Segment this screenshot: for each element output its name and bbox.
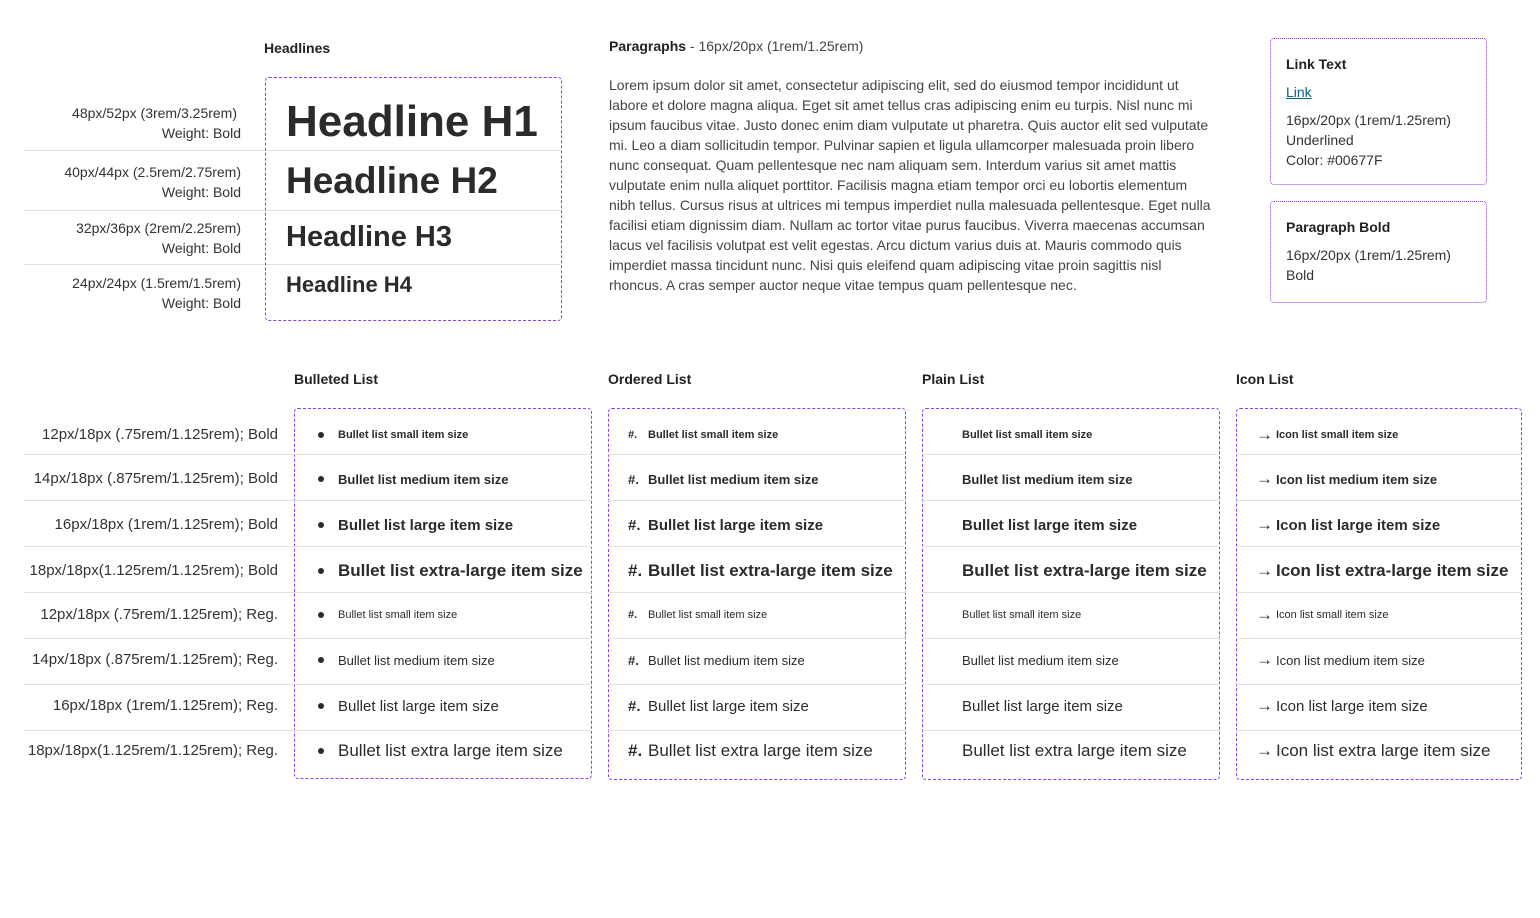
row-divider (922, 592, 1220, 593)
list-item-label: Bullet list extra large item size (962, 741, 1187, 760)
plain-list-item (962, 695, 1123, 717)
row-divider (1236, 592, 1522, 593)
icon-list-item (1256, 560, 1508, 582)
list-item-label: Bullet list large item size (648, 516, 824, 534)
row-divider (24, 684, 294, 685)
paragraphs-spec: - 16px/20px (1rem/1.25rem) (686, 38, 864, 54)
list-item-label: Bullet list large item size (962, 516, 1138, 534)
arrow-right-icon: → (1256, 469, 1273, 488)
row-divider (294, 500, 592, 501)
h1-spec-size: 48px/52px (3rem/3.25rem) (72, 105, 237, 121)
list-item-label: Bullet list small item size (962, 609, 1082, 621)
row-divider (24, 454, 294, 455)
bullet-icon (318, 568, 324, 574)
h1-spec-weight: Weight: Bold (161, 125, 241, 141)
row-divider (1236, 454, 1522, 455)
icon-list-item (1256, 604, 1388, 626)
paragraphs-title: Paragraphs (609, 38, 687, 54)
row-divider (294, 454, 592, 455)
row-divider (608, 592, 906, 593)
paragraph-sample: Lorem ipsum dolor sit amet, consectetur adipiscing elit, sed do eiusmod tempor incididunt ut labore et dolore magna aliqua. Eget sit amet tellus cras adipiscing enim eu turpis. Nisl nunc mi ipsum faucibus vitae. Justo donec enim diam vulputate ut pharetra. Quis auctor elit sed vulputate mi. Leo a diam sollicitudin tempor. Pulvinar sapien et ligula ullamcorper malesuada proin libero nunc consequat. Quam pellentesque nec nam aliquam sem. Interdum varius sit amet mattis vulputate enim nulla aliquet porttitor. Facilisis magna etiam tempor orci eu lobortis elementum nibh tellus. Cursus risus at ultrices mi tempus imperdiet nulla malesuada pellentesque. Eget nulla facilisi etiam dignissim diam. Nullam ac tortor vitae purus faucibus. Viverra maecenas accumsan lacus vel facilisis volutpat est velit egestas. Arcu dictum varius duis at. Mauris commodo quis imperdiet massa tincidunt nunc. Nisi quis eleifend quam adipiscing vitae proin sagittis nisl rhoncus. A cras semper auctor neque vitae tempus quam pellentesque nec. (609, 77, 1211, 293)
arrow-right-icon: → (1256, 650, 1273, 669)
paragraph-bold-spec: 16px/20px (1rem/1.25rem) (1286, 247, 1451, 263)
list-item-label: Bullet list small item size (338, 609, 458, 621)
row-divider (608, 730, 906, 731)
list-item-label: Bullet list extra large item size (648, 741, 873, 760)
row-divider (1236, 500, 1522, 501)
icon-list-item (1256, 740, 1490, 762)
arrow-right-icon: → (1256, 696, 1273, 715)
headline-h3: Headline H3 (286, 221, 452, 253)
list-item-label: Bullet list small item size (648, 609, 768, 621)
ordered-marker: #. (628, 741, 643, 760)
bulleted-list-item (318, 424, 468, 446)
ordered-marker: #. (628, 561, 643, 580)
list-item-label: Bullet list large item size (648, 697, 809, 715)
plain-list-item (962, 740, 1187, 762)
bulleted-list-item (318, 560, 583, 582)
list-size-spec: 16px/18px (1rem/1.125rem); Reg. (52, 697, 278, 714)
row-divider (24, 638, 294, 639)
paragraph-bold-weight: Bold (1286, 267, 1315, 283)
list-item-label: Icon list large item size (1276, 516, 1441, 534)
ordered-marker: #. (628, 516, 641, 534)
plain-list-item (962, 514, 1137, 536)
ordered-marker: #. (628, 429, 638, 441)
h2-spec-weight: Weight: Bold (161, 184, 241, 200)
arrow-right-icon: → (1256, 605, 1273, 624)
list-size-spec: 14px/18px (.875rem/1.125rem); Reg. (32, 651, 278, 668)
list-item-label: Bullet list small item size (648, 429, 779, 441)
row-divider (922, 500, 1220, 501)
icon-list-title: Icon List (1236, 371, 1294, 387)
list-item-label: Bullet list large item size (962, 697, 1123, 715)
h2-spec (24, 162, 241, 202)
list-item-label: Bullet list medium item size (962, 652, 1119, 668)
arrow-right-icon: → (1256, 515, 1273, 534)
paragraphs-heading (609, 38, 863, 54)
row-divider (608, 684, 906, 685)
row-divider (24, 592, 294, 593)
ordered-list-box (608, 408, 906, 780)
list-item-label: Bullet list medium item size (962, 471, 1133, 487)
list-size-spec: 18px/18px(1.125rem/1.125rem); Bold (29, 562, 278, 579)
arrow-right-icon: → (1256, 561, 1273, 580)
plain-list-box (922, 408, 1220, 780)
h1-spec (24, 103, 241, 143)
headline-h1: Headline H1 (286, 97, 538, 146)
row-divider (608, 638, 906, 639)
bullet-icon (318, 432, 324, 438)
ordered-list-title: Ordered List (608, 371, 692, 387)
row-divider (294, 684, 592, 685)
bulleted-list-box (294, 408, 592, 779)
row-divider (24, 730, 294, 731)
h4-spec (24, 273, 241, 313)
bulleted-list-item (318, 604, 457, 626)
bullet-icon (318, 522, 324, 528)
list-item-label: Bullet list medium item size (648, 652, 805, 668)
list-item-label: Bullet list small item size (338, 429, 469, 441)
bullet-icon (318, 612, 324, 618)
row-divider (1236, 730, 1522, 731)
list-item-label: Bullet list medium item size (338, 652, 495, 668)
list-item-label: Icon list medium item size (1276, 652, 1425, 668)
plain-list-title: Plain List (922, 371, 985, 387)
list-item-label: Icon list large item size (1276, 697, 1428, 715)
plain-list-item (962, 468, 1133, 490)
list-item-label: Bullet list large item size (338, 516, 514, 534)
list-size-spec: 12px/18px (.75rem/1.125rem); Bold (42, 426, 278, 443)
row-divider (922, 730, 1220, 731)
list-item-label: Bullet list medium item size (338, 471, 509, 487)
row-divider (294, 592, 592, 593)
row-divider (608, 454, 906, 455)
list-item-label: Icon list medium item size (1276, 471, 1438, 487)
bulleted-list-title: Bulleted List (294, 371, 379, 387)
link-text-color: Color: #00677F (1286, 152, 1383, 168)
list-size-spec: 18px/18px(1.125rem/1.125rem); Reg. (27, 742, 278, 759)
ordered-list-item (628, 514, 823, 536)
ordered-list-item (628, 560, 893, 582)
row-divider (922, 454, 1220, 455)
row-divider (922, 638, 1220, 639)
ordered-list-item (628, 649, 805, 671)
plain-list-item (962, 424, 1092, 446)
icon-list-item (1256, 649, 1425, 671)
row-divider (608, 546, 906, 547)
h2-spec-size: 40px/44px (2.5rem/2.75rem) (64, 164, 241, 180)
list-size-spec: 14px/18px (.875rem/1.125rem); Bold (33, 470, 278, 487)
bullet-icon (318, 657, 324, 663)
arrow-right-icon: → (1256, 425, 1273, 444)
ordered-marker: #. (628, 652, 639, 668)
row-divider (1236, 684, 1522, 685)
row-divider (294, 546, 592, 547)
row-divider (294, 638, 592, 639)
list-item-label: Icon list small item size (1276, 429, 1399, 441)
arrow-right-icon: → (1256, 741, 1273, 760)
bullet-icon (318, 748, 324, 754)
list-item-label: Icon list extra large item size (1276, 741, 1491, 760)
bulleted-list-item (318, 740, 563, 762)
plain-list-item (962, 560, 1207, 582)
h3-spec-size: 32px/36px (2rem/2.25rem) (76, 220, 241, 236)
list-size-spec: 16px/18px (1rem/1.125rem); Bold (54, 516, 278, 533)
icon-list-item (1256, 468, 1437, 490)
list-item-label: Icon list extra-large item size (1276, 561, 1509, 580)
list-item-label: Bullet list extra-large item size (338, 561, 583, 580)
ordered-list-item (628, 695, 809, 717)
headline-h4: Headline H4 (286, 272, 412, 297)
bulleted-list-item (318, 468, 509, 490)
row-divider (1236, 638, 1522, 639)
icon-list-item (1256, 424, 1398, 446)
link-text-card (1270, 38, 1487, 185)
h4-spec-weight: Weight: Bold (161, 295, 241, 311)
bullet-icon (318, 476, 324, 482)
link-text-decoration: Underlined (1286, 132, 1354, 148)
ordered-marker: #. (628, 471, 639, 487)
ordered-list-item (628, 604, 767, 626)
bulleted-list-item (318, 514, 513, 536)
plain-list-item (962, 604, 1081, 626)
link-text-spec: 16px/20px (1rem/1.25rem) (1286, 112, 1451, 128)
plain-list-item (962, 649, 1119, 671)
paragraph-bold-title: Paragraph Bold (1286, 219, 1391, 235)
row-divider (608, 500, 906, 501)
row-divider (922, 546, 1220, 547)
list-size-spec: 12px/18px (.75rem/1.125rem); Reg. (40, 606, 278, 623)
row-divider (1236, 546, 1522, 547)
icon-list-item (1256, 695, 1428, 717)
list-item-label: Bullet list small item size (962, 429, 1093, 441)
headlines-title: Headlines (264, 40, 331, 56)
row-divider (24, 500, 294, 501)
sample-link[interactable]: Link (1286, 84, 1312, 100)
headline-h2: Headline H2 (286, 160, 498, 201)
list-item-label: Icon list small item size (1276, 609, 1389, 621)
ordered-marker: #. (628, 697, 641, 715)
h3-spec-weight: Weight: Bold (161, 240, 241, 256)
list-item-label: Bullet list large item size (338, 697, 499, 715)
icon-list-box (1236, 408, 1522, 780)
bulleted-list-item (318, 649, 495, 671)
ordered-list-item (628, 740, 873, 762)
list-item-label: Bullet list medium item size (648, 471, 819, 487)
row-divider (294, 730, 592, 731)
bulleted-list-item (318, 695, 499, 717)
list-item-label: Bullet list extra-large item size (648, 561, 893, 580)
list-item-label: Bullet list extra large item size (338, 741, 563, 760)
h3-spec (24, 218, 241, 258)
list-item-label: Bullet list extra-large item size (962, 561, 1207, 580)
ordered-list-item (628, 468, 819, 490)
ordered-marker: #. (628, 609, 638, 621)
bullet-icon (318, 703, 324, 709)
paragraph-bold-card (1270, 201, 1487, 303)
icon-list-item (1256, 514, 1440, 536)
row-divider (922, 684, 1220, 685)
h4-spec-size: 24px/24px (1.5rem/1.5rem) (72, 275, 241, 291)
link-text-title: Link Text (1286, 56, 1347, 72)
row-divider (24, 546, 294, 547)
ordered-list-item (628, 424, 778, 446)
